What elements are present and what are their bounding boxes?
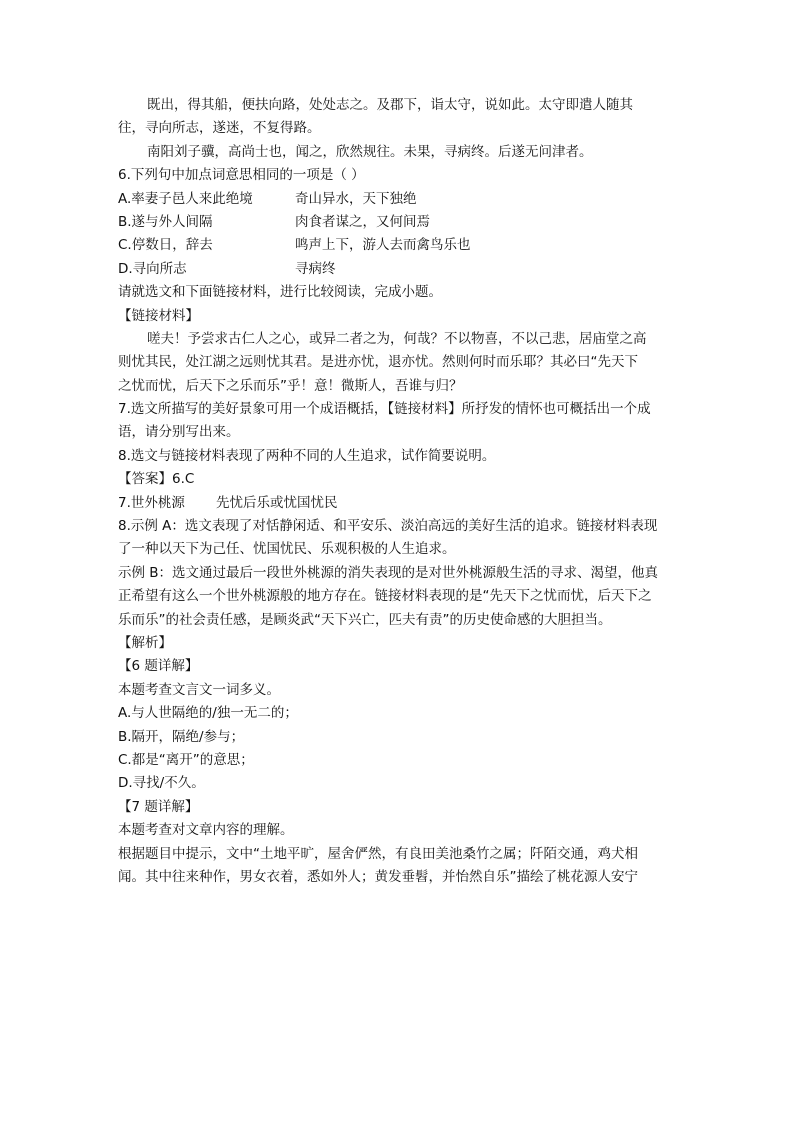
- link-material-line-1: 嗟夫！予尝求古仁人之心，或异二者之为，何哉？不以物喜，不以己悲，居庙堂之高: [147, 330, 647, 347]
- answer-heading: 【答案】6.C: [118, 471, 195, 488]
- question-6-stem: 6.下列句中加点词意思相同的一项是（ ）: [118, 167, 365, 184]
- analysis-heading: 【解析】: [118, 634, 172, 651]
- link-material-line-2: 则忧其民，处江湖之远则忧其君。是进亦忧，退亦忧。然则何时而乐耶？其必曰“先天下: [118, 354, 638, 371]
- analysis-q6-heading: 【6 题详解】: [118, 658, 199, 675]
- analysis-q7-line-1: 根据题目中提示，文中“土地平旷，屋舍俨然，有良田美池桑竹之属；阡陌交通，鸡犬相: [118, 845, 638, 862]
- answer-example-b-line-2: 正希望有这么一个世外桃源般的地方存在。链接材料表现的是“先天下之忧而忧，后天下之: [118, 588, 652, 605]
- option-b-left: B.遂与外人间隔: [118, 213, 213, 230]
- comparison-instruction: 请就选文和下面链接材料，进行比较阅读，完成小题。: [118, 284, 442, 301]
- question-6-option-d: [118, 258, 683, 281]
- question-7-line-2: 语，请分别写出来。: [118, 424, 240, 441]
- analysis-q6-intro: 本题考查文言文一词多义。: [118, 681, 280, 698]
- analysis-q7-line-2: 闻。其中往来种作，男女衣着，悉如外人；黄发垂髫，并怡然自乐”描绘了桃花源人安宁: [118, 868, 638, 885]
- answer-8-line-2: 了一种以天下为己任、忧国忧民、乐观积极的人生追求。: [118, 541, 456, 558]
- passage-paragraph-2: 南阳刘子骥，高尚士也，闻之，欣然规往。未果，寻病终。后遂无问津者。: [147, 143, 593, 160]
- link-material-heading: 【链接材料】: [118, 307, 199, 324]
- passage-paragraph-1-line-2: 往，寻向所志，遂迷，不复得路。: [118, 120, 321, 137]
- answer-7: [118, 492, 683, 515]
- option-a-left: A.率妻子邑人来此绝境: [118, 190, 253, 207]
- option-c-left: C.停数日，辞去: [118, 237, 213, 254]
- analysis-q6-c: C.都是“离开”的意思；: [118, 751, 254, 768]
- option-b-right: 肉食者谋之，又何间焉: [295, 213, 430, 230]
- question-6-option-b: [118, 211, 683, 234]
- analysis-q6-a: A.与人世隔绝的/独一无二的；: [118, 705, 298, 722]
- analysis-q7-heading: 【7 题详解】: [118, 798, 199, 815]
- option-d-left: D.寻向所志: [118, 260, 187, 277]
- question-6-option-a: [118, 188, 683, 211]
- analysis-q7-intro: 本题考查对文章内容的理解。: [118, 822, 294, 839]
- option-a-right: 奇山异水，天下独绝: [295, 190, 417, 207]
- document-content: [118, 94, 683, 889]
- question-6-option-c: [118, 234, 683, 257]
- question-8: 8.选文与链接材料表现了两种不同的人生追求，试作简要说明。: [118, 447, 496, 464]
- link-material-line-3: 之忧而忧，后天下之乐而乐”乎！意！微斯人，吾谁与归？: [118, 377, 463, 394]
- analysis-q6-d: D.寻找/不久。: [118, 775, 205, 792]
- answer-7-part-2: 先忧后乐或忧国忧民: [216, 494, 338, 511]
- answer-7-part-1: 7.世外桃源: [118, 494, 185, 511]
- question-7-line-1: 7.选文所描写的美好景象可用一个成语概括，【链接材料】所抒发的情怀也可概括出一个成: [118, 401, 651, 418]
- answer-example-b-line-3: 乐而乐”的社会责任感，是顾炎武“天下兴亡，匹夫有责”的历史使命感的大胆担当。: [118, 611, 612, 628]
- answer-8-line-1: 8.示例 A：选文表现了对恬静闲适、和平安乐、淡泊高远的美好生活的追求。链接材料表现: [118, 518, 658, 535]
- passage-paragraph-1-line-1: 既出，得其船，便扶向路，处处志之。及郡下，诣太守，说如此。太守即遣人随其: [147, 97, 633, 113]
- option-d-right: 寻病终: [295, 260, 336, 277]
- option-c-right: 鸣声上下，游人去而禽鸟乐也: [295, 237, 471, 254]
- analysis-q6-b: B.隔开，隔绝/参与；: [118, 728, 245, 745]
- answer-example-b-line-1: 示例 B：选文通过最后一段世外桃源的消失表现的是对世外桃源般生活的寻求、渴望，他真: [118, 564, 659, 581]
